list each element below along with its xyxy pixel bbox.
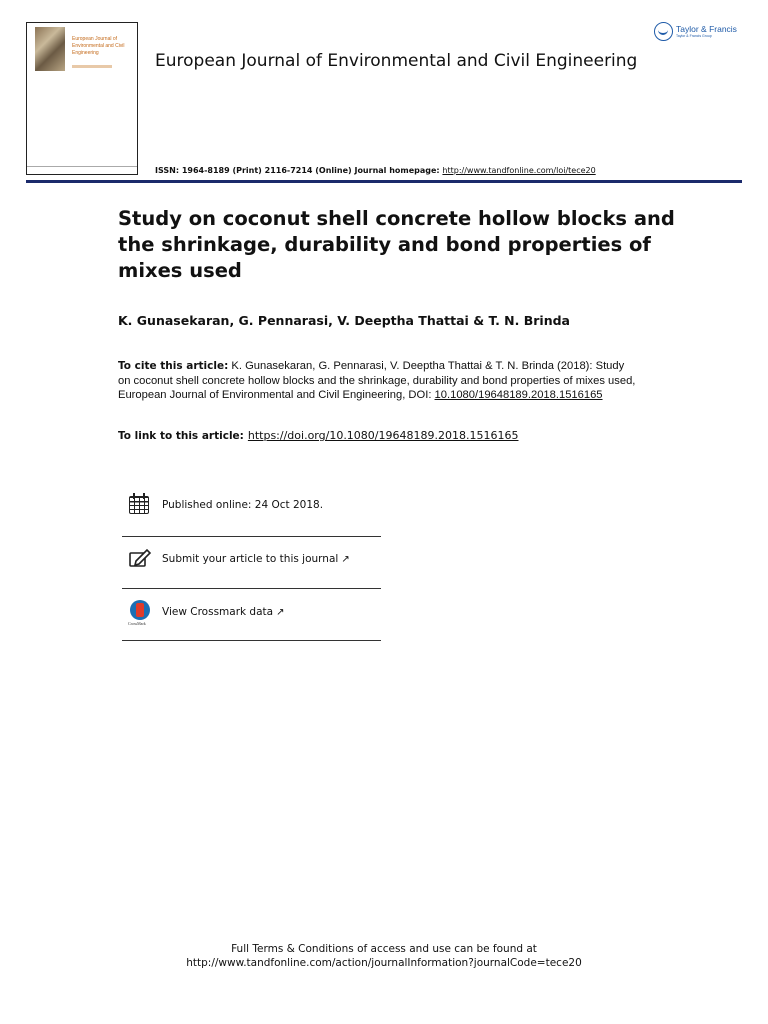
- submit-article-row[interactable]: [122, 533, 381, 585]
- citation-block: [118, 359, 638, 403]
- footer: [0, 942, 768, 970]
- article-title: Study on coconut shell concrete hollow blocks and the shrinkage, durability and bond properties of mixes used: [118, 207, 675, 282]
- publisher-group: Taylor & Francis Group: [676, 33, 712, 38]
- article-doi-link[interactable]: https://doi.org/10.1080/19648189.2018.1516165: [247, 429, 519, 442]
- cover-title: European Journal of Environmental and Civil Engineering: [72, 36, 125, 56]
- cover-subtitle-bar: [72, 65, 112, 68]
- cite-text: K. Gunasekaran, G. Pennarasi, V. Deeptha Thattai & T. N. Brinda (2018): Study on coconut shell concrete hollow blocks and the shrinkage, durability and bond properties of mixes used, European Journal of Environmental and Civil Engineering, DOI:: [118, 360, 636, 401]
- footer-terms-text: Full Terms & Conditions of access and use can be found at: [231, 943, 537, 955]
- journal-title: European Journal of Environmental and Civil Engineering: [155, 51, 638, 71]
- cover-image: [35, 27, 65, 71]
- published-date: Published online: 24 Oct 2018.: [162, 499, 324, 511]
- taylor-francis-icon: [654, 22, 673, 41]
- article-link-line: [118, 429, 518, 442]
- journal-cover-thumbnail: [26, 22, 138, 175]
- journal-homepage-link[interactable]: http://www.tandfonline.com/loi/tece20: [442, 166, 596, 175]
- publisher-name: Taylor & Francis: [676, 23, 737, 34]
- published-row: [122, 479, 381, 531]
- crossmark-row[interactable]: [122, 586, 381, 638]
- external-link-icon: ↗: [276, 607, 285, 618]
- edit-icon: [128, 547, 152, 571]
- crossmark-badge-label: CrossMark: [128, 621, 146, 626]
- issn-line: [155, 166, 596, 175]
- submit-article-link[interactable]: Submit your article to this journal: [162, 553, 339, 565]
- link-label: To link to this article:: [118, 430, 244, 442]
- crossmark-link[interactable]: View Crossmark data: [162, 606, 274, 618]
- cover-divider: [27, 166, 137, 167]
- info-divider: [122, 640, 381, 641]
- publisher-logo: [654, 22, 737, 41]
- cite-label: To cite this article:: [118, 360, 229, 372]
- cite-doi-link[interactable]: 10.1080/19648189.2018.1516165: [434, 389, 603, 401]
- header-rule-thick: [26, 181, 742, 183]
- crossmark-icon: [128, 600, 152, 624]
- article-authors: K. Gunasekaran, G. Pennarasi, V. Deeptha Thattai & T. N. Brinda: [118, 313, 570, 328]
- calendar-icon: [128, 493, 152, 517]
- footer-terms-url[interactable]: http://www.tandfonline.com/action/journalInformation?journalCode=tece20: [186, 957, 582, 969]
- external-link-icon: ↗: [341, 554, 350, 565]
- issn-text: ISSN: 1964-8189 (Print) 2116-7214 (Online) Journal homepage:: [155, 166, 443, 175]
